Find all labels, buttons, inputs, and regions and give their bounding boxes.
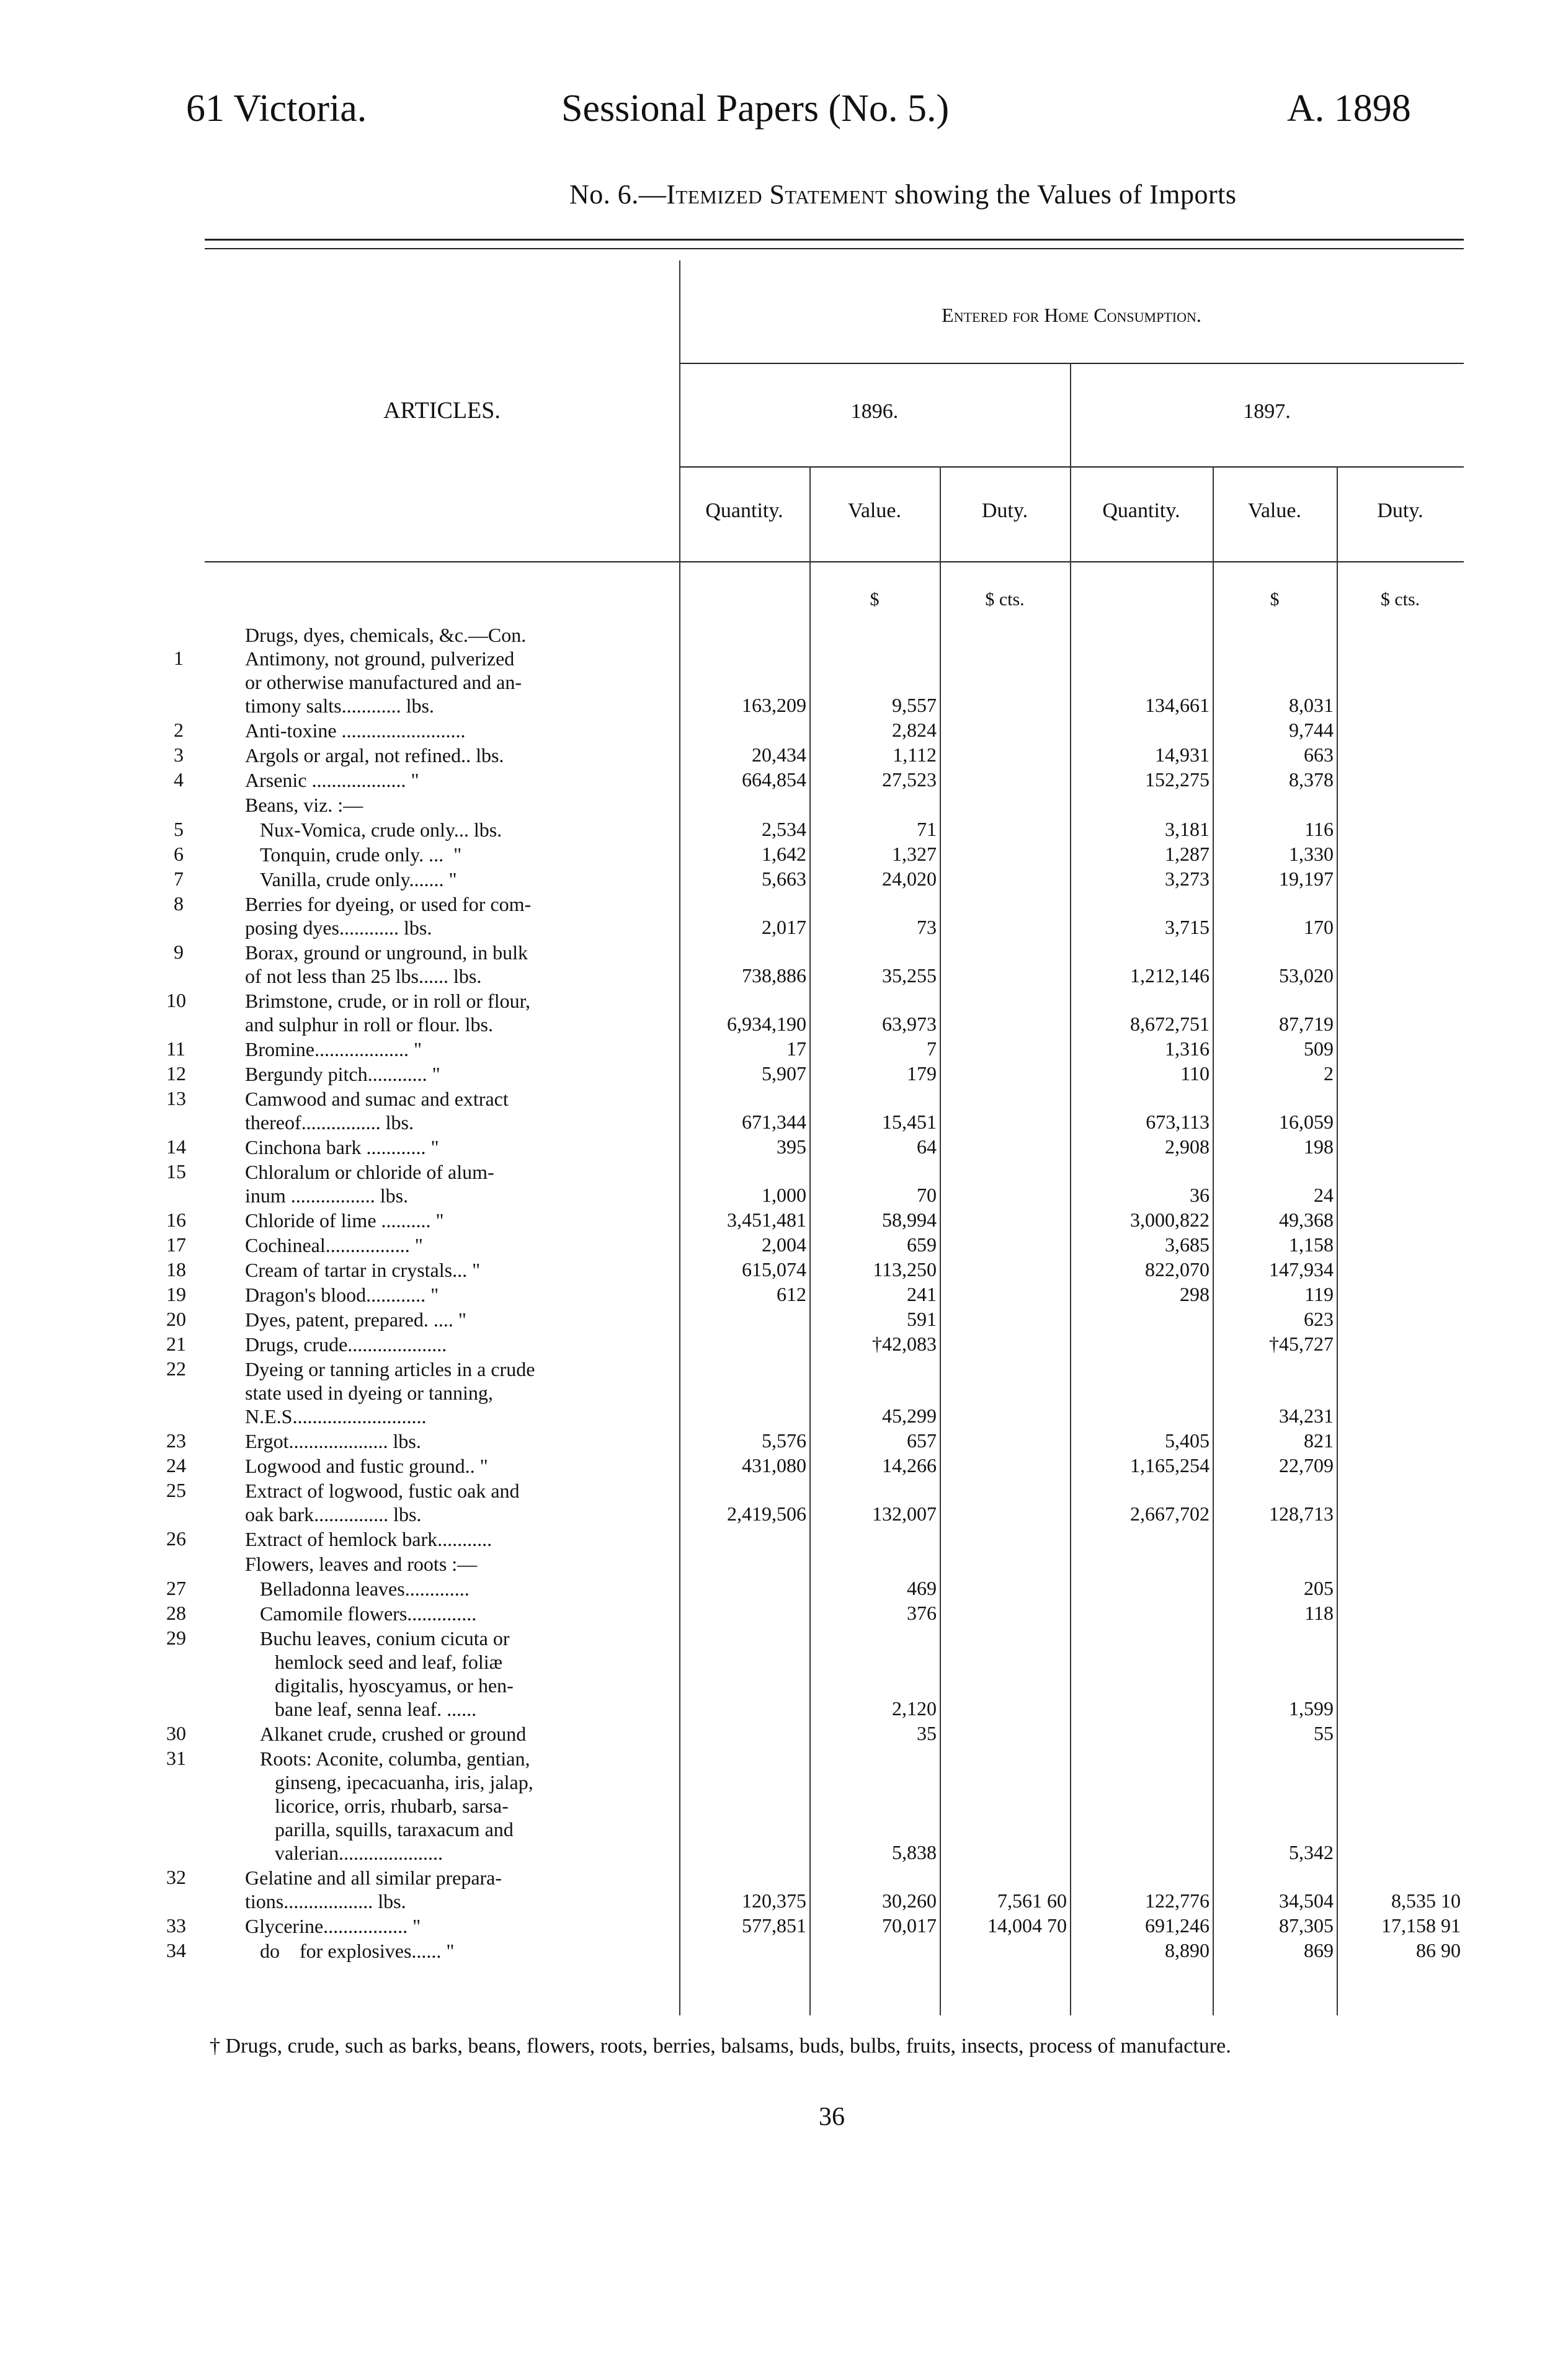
cell-q96: 2,534: [762, 818, 806, 840]
article-name: Arsenic ................... ": [245, 769, 419, 791]
cell-v96: 1,327: [892, 843, 937, 865]
article-name: Vanilla, crude only....... ": [245, 868, 457, 890]
row-number: 19: [166, 1283, 186, 1305]
cell-v97: 55: [1314, 1722, 1334, 1744]
unit-duty-1897: $ cts.: [1380, 589, 1420, 610]
cell-q97: 36: [1190, 1184, 1209, 1206]
cell-v97: 509: [1304, 1037, 1334, 1060]
row-number: 2: [174, 719, 184, 741]
article-name: Chloralum or chloride of alum- inum ................. lbs.: [245, 1161, 494, 1207]
unit-value-1896: $: [870, 589, 880, 610]
year-1896: 1896.: [850, 400, 899, 423]
cell-v96: 35: [917, 1722, 937, 1744]
group-header: Entered for Home Consumption.: [942, 304, 1201, 326]
row-number: 23: [166, 1429, 186, 1452]
row-number: 6: [174, 843, 184, 865]
row-number: 7: [174, 868, 184, 890]
row-number: 1: [174, 647, 184, 669]
row-number: 25: [166, 1479, 186, 1501]
article-name: Bergundy pitch............ ": [245, 1063, 440, 1085]
hdr-quantity-1896: Quantity.: [705, 499, 783, 522]
cell-q97: 134,661: [1145, 694, 1209, 716]
hdr-duty-1897: Duty.: [1377, 499, 1423, 522]
cell-q97: 673,113: [1146, 1111, 1209, 1133]
cell-q96: 163,209: [742, 694, 806, 716]
row-number: 14: [166, 1135, 186, 1158]
cell-v97: 198: [1304, 1135, 1334, 1158]
cell-q97: 3,715: [1165, 916, 1209, 938]
vline-q97: [1213, 466, 1214, 2015]
article-name: Dragon's blood............ ": [245, 1284, 439, 1306]
cell-q97: 3,685: [1165, 1233, 1209, 1256]
article-name: Cream of tartar in crystals... ": [245, 1259, 481, 1281]
cell-q96: 2,017: [762, 916, 806, 938]
cell-q96: 5,576: [762, 1429, 806, 1452]
cell-v97: †45,727: [1269, 1333, 1334, 1355]
row-number: 26: [166, 1527, 186, 1550]
cell-q97: 822,070: [1145, 1258, 1209, 1281]
article-name: Gelatine and all similar prepara- tions.................. lbs.: [245, 1867, 502, 1912]
unit-value-1897: $: [1270, 589, 1280, 610]
cell-v96: 1,112: [893, 744, 937, 766]
cell-v96: 45,299: [882, 1405, 937, 1427]
row-number: 32: [166, 1866, 186, 1888]
row-number: 17: [166, 1233, 186, 1256]
article-name: Camwood and sumac and extract thereof................ lbs.: [245, 1088, 509, 1134]
cell-q96: 2,004: [762, 1233, 806, 1256]
article-name: Drugs, crude....................: [245, 1333, 447, 1356]
cell-q96: 3,451,481: [727, 1209, 806, 1231]
row-number: 24: [166, 1454, 186, 1476]
cell-v96: 9,557: [892, 694, 937, 716]
cell-q97: 152,275: [1145, 768, 1209, 791]
article-name: Chloride of lime .......... ": [245, 1209, 444, 1232]
article-name: Bromine................... ": [245, 1038, 422, 1060]
article-name: Dyeing or tanning articles in a crude state used in dyeing or tanning, N.E.S...........................: [245, 1358, 535, 1428]
cell-v96: 657: [907, 1429, 937, 1452]
article-name: Beans, viz. :—: [245, 794, 363, 816]
article-name: Camomile flowers..............: [245, 1602, 477, 1625]
cell-v96: 14,266: [882, 1454, 937, 1476]
article-name: Nux-Vomica, crude only... lbs.: [245, 819, 502, 841]
cell-q97: 691,246: [1145, 1914, 1209, 1937]
cell-v96: 64: [917, 1135, 937, 1158]
cell-q96: 2,419,506: [727, 1503, 806, 1525]
cell-v97: 53,020: [1279, 964, 1334, 987]
cell-v97: 128,713: [1269, 1503, 1334, 1525]
vline-v97: [1337, 466, 1338, 2015]
article-name: Brimstone, crude, or in roll or flour, and sulphur in roll or flour. lbs.: [245, 990, 530, 1036]
cell-q96: 738,886: [742, 964, 806, 987]
cell-v96: 73: [917, 916, 937, 938]
cell-v97: 87,305: [1279, 1914, 1334, 1937]
cell-v96: 591: [907, 1308, 937, 1330]
cell-v96: 15,451: [882, 1111, 937, 1133]
cell-q97: 110: [1180, 1062, 1209, 1085]
cell-q97: 3,181: [1165, 818, 1209, 840]
cell-v96: 376: [907, 1602, 937, 1624]
cell-q97: 1,212,146: [1130, 964, 1209, 987]
cell-v96: 70,017: [882, 1914, 937, 1937]
cell-q97: 1,165,254: [1130, 1454, 1209, 1476]
article-name: Cinchona bark ............ ": [245, 1136, 439, 1158]
cell-v97: 623: [1304, 1308, 1334, 1330]
cell-v97: 5,342: [1289, 1841, 1334, 1863]
article-name: Ergot.................... lbs.: [245, 1430, 421, 1452]
hdr-value-1897: Value.: [1248, 499, 1301, 522]
articles-header: ARTICLES.: [383, 397, 501, 424]
row-number: 11: [166, 1037, 185, 1060]
cell-v97: 19,197: [1279, 868, 1334, 890]
hdr-duty-1896: Duty.: [981, 499, 1028, 522]
cell-v97: 118: [1304, 1602, 1334, 1624]
cell-q96: 120,375: [742, 1889, 806, 1912]
hdr-quantity-1897: Quantity.: [1102, 499, 1180, 522]
unit-duty-1896: $ cts.: [985, 589, 1025, 610]
cell-q97: 3,273: [1165, 868, 1209, 890]
article-name: Extract of logwood, fustic oak and oak bark............... lbs.: [245, 1480, 520, 1525]
row-number: 9: [174, 941, 184, 963]
row-number: 3: [174, 744, 184, 766]
row-number: 15: [166, 1160, 186, 1183]
page-number: 36: [819, 2103, 845, 2131]
cell-v97: 2: [1324, 1062, 1334, 1085]
cell-v96: 469: [907, 1577, 937, 1599]
row-number: 12: [166, 1062, 186, 1085]
cell-q96: 1,000: [762, 1184, 806, 1206]
section-title: Drugs, dyes, chemicals, &c.—Con.: [245, 624, 527, 646]
cell-v96: 5,838: [892, 1841, 937, 1863]
article-name: Tonquin, crude only. ... ": [245, 843, 462, 866]
cell-q97: 1,316: [1165, 1037, 1209, 1060]
cell-v96: 2,120: [892, 1697, 937, 1720]
article-name: Anti-toxine .........................: [245, 719, 466, 742]
cell-q96: 612: [777, 1283, 806, 1305]
cell-v97: 1,599: [1289, 1697, 1334, 1720]
row-number: 10: [166, 989, 186, 1011]
cell-q97: 8,890: [1165, 1939, 1209, 1961]
title-caps: Itemized Statement: [666, 179, 888, 210]
article-name: Berries for dyeing, or used for com- posing dyes............ lbs.: [245, 893, 532, 939]
cell-v96: 63,973: [882, 1013, 937, 1035]
row-number: 29: [166, 1627, 186, 1649]
cell-v97: 869: [1304, 1939, 1334, 1961]
row-number: 5: [174, 818, 184, 840]
cell-d97: 17,158 91: [1381, 1914, 1461, 1937]
cell-v97: 205: [1304, 1577, 1334, 1599]
vline-q96: [809, 466, 811, 2015]
cell-d96: 7,561 60: [997, 1889, 1067, 1912]
row-number: 18: [166, 1258, 186, 1281]
row-number: 22: [166, 1357, 186, 1380]
cell-q97: 2,908: [1165, 1135, 1209, 1158]
article-name: Logwood and fustic ground.. ": [245, 1455, 488, 1477]
cell-v96: 35,255: [882, 964, 937, 987]
cell-q96: 395: [777, 1135, 806, 1158]
row-number: 4: [174, 768, 184, 791]
cell-v97: 147,934: [1269, 1258, 1334, 1281]
cell-v96: 30,260: [882, 1889, 937, 1912]
cell-v96: 241: [907, 1283, 937, 1305]
cell-v96: 24,020: [882, 868, 937, 890]
top-rule-2: [205, 248, 1464, 249]
cell-q96: 431,080: [742, 1454, 806, 1476]
article-name: Roots: Aconite, columba, gentian, ginseng, ipecacuanha, iris, jalap, licorice, orris, rhubarb, sarsa- parilla, squills, taraxacum and valerian.....................: [260, 1747, 533, 1864]
cell-v96: 27,523: [882, 768, 937, 791]
cell-q97: 298: [1180, 1283, 1209, 1305]
cell-q96: 577,851: [742, 1914, 806, 1937]
cell-v97: 87,719: [1279, 1013, 1334, 1035]
cell-q96: 1,642: [762, 843, 806, 865]
article-name: Flowers, leaves and roots :—: [245, 1553, 478, 1575]
article-name: Alkanet crude, crushed or ground: [245, 1723, 527, 1745]
article-name: Cochineal................. ": [245, 1234, 423, 1256]
row-number: 13: [166, 1087, 186, 1109]
cell-v97: 1,330: [1289, 843, 1334, 865]
article-name: Borax, ground or unground, in bulk of not less than 25 lbs...... lbs.: [245, 941, 528, 987]
cell-v97: 9,744: [1289, 719, 1334, 741]
cell-d96: 14,004 70: [987, 1914, 1067, 1937]
cell-v97: 116: [1304, 818, 1334, 840]
statement-title: [569, 179, 1236, 210]
cell-v96: 2,824: [892, 719, 937, 741]
article-name: do for explosives...... ": [245, 1940, 455, 1962]
row-number: 33: [166, 1914, 186, 1937]
row-number: 30: [166, 1722, 186, 1744]
header-left: 61 Victoria.: [186, 87, 367, 130]
cell-v97: 24: [1314, 1184, 1334, 1206]
cell-q96: 671,344: [742, 1111, 806, 1133]
row-number: 34: [166, 1939, 186, 1961]
title-rest: showing the Values of Imports: [887, 179, 1237, 210]
cell-v97: 821: [1304, 1429, 1334, 1452]
cell-q97: 8,672,751: [1130, 1013, 1209, 1035]
cell-q97: 1,287: [1165, 843, 1209, 865]
cell-q97: 122,776: [1145, 1889, 1209, 1912]
rule-header-bottom: [205, 561, 1464, 562]
vline-year: [1070, 363, 1071, 2015]
cell-v97: 49,368: [1279, 1209, 1334, 1231]
article-name: Belladonna leaves.............: [245, 1578, 470, 1600]
row-number: 27: [166, 1577, 186, 1599]
cell-v97: 16,059: [1279, 1111, 1334, 1133]
article-name: Antimony, not ground, pulverized or otherwise manufactured and an- timony salts............ lbs.: [245, 647, 522, 717]
cell-v96: 58,994: [882, 1209, 937, 1231]
footnote: † Drugs, crude, such as barks, beans, flowers, roots, berries, balsams, buds, bulbs, fruits, insects, process of manufacture.: [210, 2035, 1231, 2058]
cell-v96: †42,083: [872, 1333, 937, 1355]
vline-v96: [940, 466, 941, 2015]
cell-q97: 3,000,822: [1130, 1209, 1209, 1231]
cell-q96: 5,663: [762, 868, 806, 890]
cell-d97: 8,535 10: [1391, 1889, 1461, 1912]
cell-q96: 6,934,190: [727, 1013, 806, 1035]
header-center: Sessional Papers (No. 5.): [561, 87, 950, 130]
article-name: Glycerine................. ": [245, 1915, 421, 1937]
article-name: Dyes, patent, prepared. .... ": [245, 1308, 466, 1331]
row-number: 8: [174, 892, 184, 915]
row-number: 31: [166, 1747, 186, 1769]
row-number: 20: [166, 1308, 186, 1330]
rule-year: [679, 466, 1464, 468]
title-prefix: No. 6.—: [569, 179, 667, 210]
cell-v97: 34,231: [1279, 1405, 1334, 1427]
vline-articles: [679, 260, 680, 2015]
cell-q96: 17: [786, 1037, 806, 1060]
cell-q96: 615,074: [742, 1258, 806, 1281]
cell-q97: 2,667,702: [1130, 1503, 1209, 1525]
cell-v97: 34,504: [1279, 1889, 1334, 1912]
cell-v96: 71: [917, 818, 937, 840]
cell-v97: 8,031: [1289, 694, 1334, 716]
cell-v96: 179: [907, 1062, 937, 1085]
cell-v97: 22,709: [1279, 1454, 1334, 1476]
rule-group: [679, 363, 1464, 364]
article-name: Buchu leaves, conium cicuta or hemlock seed and leaf, foliæ digitalis, hyoscyamus, or hen- bane leaf, senna leaf. ......: [260, 1627, 514, 1720]
row-number: 28: [166, 1602, 186, 1624]
cell-v97: 8,378: [1289, 768, 1334, 791]
cell-v97: 1,158: [1289, 1233, 1334, 1256]
article-name: Extract of hemlock bark...........: [245, 1528, 492, 1550]
cell-v96: 132,007: [872, 1503, 937, 1525]
cell-v97: 663: [1304, 744, 1334, 766]
cell-v97: 119: [1304, 1283, 1334, 1305]
cell-q96: 664,854: [742, 768, 806, 791]
row-number: 21: [166, 1333, 186, 1355]
cell-q97: 5,405: [1165, 1429, 1209, 1452]
cell-v97: 170: [1304, 916, 1334, 938]
article-name: Argols or argal, not refined.. lbs.: [245, 744, 504, 766]
header-right: A. 1898: [1287, 87, 1411, 130]
cell-q96: 5,907: [762, 1062, 806, 1085]
row-number: 16: [166, 1209, 186, 1231]
cell-d97: 86 90: [1416, 1939, 1461, 1961]
cell-v96: 7: [927, 1037, 937, 1060]
cell-v96: 659: [907, 1233, 937, 1256]
cell-q96: 20,434: [752, 744, 806, 766]
year-1897: 1897.: [1243, 400, 1291, 423]
cell-v96: 70: [917, 1184, 937, 1206]
cell-v96: 113,250: [873, 1258, 937, 1281]
hdr-value-1896: Value.: [848, 499, 901, 522]
cell-q97: 14,931: [1155, 744, 1209, 766]
top-rule: [205, 239, 1464, 241]
